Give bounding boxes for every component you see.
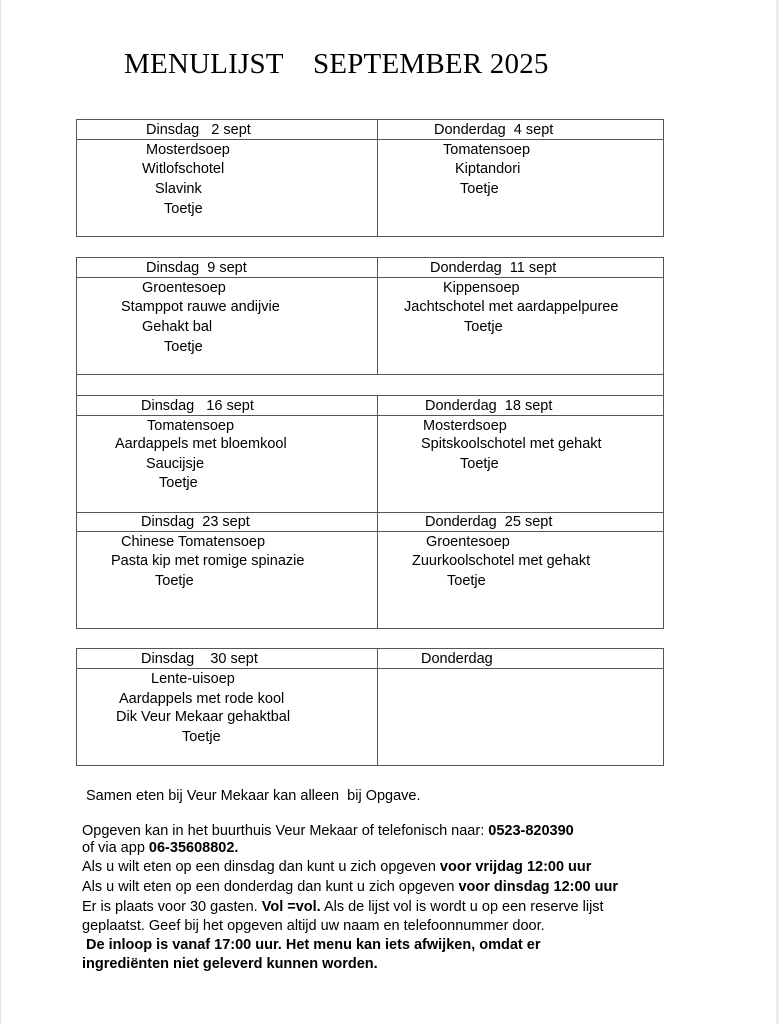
menu-item: Toetje	[464, 319, 503, 335]
menu-item: Aardappels met rode kool	[119, 691, 285, 707]
menu-item: Saucijsje	[146, 456, 205, 472]
footer-text: Er is plaats voor 30 gasten.	[82, 899, 262, 915]
menu-item: Aardappels met bloemkool	[115, 436, 287, 452]
app-number: 06-35608802.	[148, 840, 239, 856]
menu-item: Toetje	[164, 201, 203, 217]
menu-item: Jachtschotel met aardappelpuree	[404, 299, 619, 315]
column-divider	[377, 120, 378, 236]
spacer-row	[76, 374, 664, 396]
page-title: MENULIJST SEPTEMBER 2025	[124, 48, 549, 80]
footer-text: Als de lijst vol is wordt u op een reserve lijst	[320, 899, 604, 915]
phone-number: 0523-820390	[488, 823, 574, 839]
footer-line	[82, 858, 591, 877]
tuesday-header: Dinsdag 16 sept	[141, 398, 254, 414]
footer-text: of via app	[82, 840, 149, 856]
tuesday-deadline: voor vrijdag 12:00 uur	[439, 859, 592, 875]
menu-item: Toetje	[159, 475, 198, 491]
menu-item: Dik Veur Mekaar gehaktbal	[116, 709, 291, 725]
footer-text: Als u wilt eten op een donderdag dan kunt u zich opgeven	[82, 879, 459, 895]
menu-item: Tomatensoep	[147, 418, 235, 434]
footer-line: ingrediënten niet geleverd kunnen worden.	[82, 956, 378, 972]
tuesday-header: Dinsdag 30 sept	[141, 651, 258, 667]
menu-item: Slavink	[155, 181, 202, 197]
menu-item: Tomatensoep	[443, 142, 531, 158]
tuesday-header: Dinsdag 23 sept	[141, 514, 250, 530]
thursday-header: Donderdag 11 sept	[430, 260, 557, 276]
thursday-header: Donderdag 25 sept	[425, 514, 553, 530]
column-divider	[377, 258, 378, 374]
column-divider	[377, 649, 378, 765]
footer-line	[82, 839, 238, 858]
footer-line: geplaatst. Geef bij het opgeven altijd uw naam en telefoonnummer door.	[82, 918, 545, 934]
menu-item: Lente-uisoep	[151, 671, 235, 687]
menu-item: Chinese Tomatensoep	[121, 534, 266, 550]
menu-item: Witlofschotel	[142, 161, 225, 177]
footer-line	[82, 878, 618, 897]
footer-text: Opgeven kan in het buurthuis Veur Mekaar of telefonisch naar:	[82, 823, 489, 839]
menu-table-week-2	[76, 257, 664, 375]
menu-item: Spitskoolschotel met gehakt	[421, 436, 602, 452]
tuesday-header: Dinsdag 9 sept	[146, 260, 247, 276]
menu-item: Toetje	[460, 181, 499, 197]
menu-item: Toetje	[447, 573, 486, 589]
tuesday-header: Dinsdag 2 sept	[146, 122, 251, 138]
menu-item: Groentesoep	[426, 534, 510, 550]
menu-item: Kiptandori	[455, 161, 521, 177]
menu-item: Toetje	[164, 339, 203, 355]
footer-text: Als u wilt eten op een dinsdag dan kunt u zich opgeven	[82, 859, 440, 875]
menu-item: Stamppot rauwe andijvie	[121, 299, 280, 315]
menu-table-week-3-4	[76, 395, 664, 629]
thursday-header: Donderdag 4 sept	[434, 122, 554, 138]
menu-item: Pasta kip met romige spinazie	[111, 553, 305, 569]
thursday-header: Donderdag	[421, 651, 493, 667]
footer-line: De inloop is vanaf 17:00 uur. Het menu kan iets afwijken, omdat er	[82, 937, 541, 953]
menu-table-week-1	[76, 119, 664, 237]
footer-line: Samen eten bij Veur Mekaar kan alleen bij Opgave.	[86, 788, 421, 804]
menu-item: Zuurkoolschotel met gehakt	[412, 553, 591, 569]
menu-item: Toetje	[460, 456, 499, 472]
menu-table-week-5	[76, 648, 664, 766]
menu-item: Gehakt bal	[142, 319, 213, 335]
thursday-header: Donderdag 18 sept	[425, 398, 553, 414]
menu-item: Mosterdsoep	[146, 142, 230, 158]
menu-item: Toetje	[182, 729, 221, 745]
footer-line	[82, 898, 604, 917]
menu-item: Groentesoep	[142, 280, 226, 296]
vol-vol: Vol =vol.	[261, 899, 321, 915]
thursday-deadline: voor dinsdag 12:00 uur	[458, 879, 619, 895]
menu-item: Toetje	[155, 573, 194, 589]
menu-item: Mosterdsoep	[423, 418, 507, 434]
menu-item: Kippensoep	[443, 280, 520, 296]
